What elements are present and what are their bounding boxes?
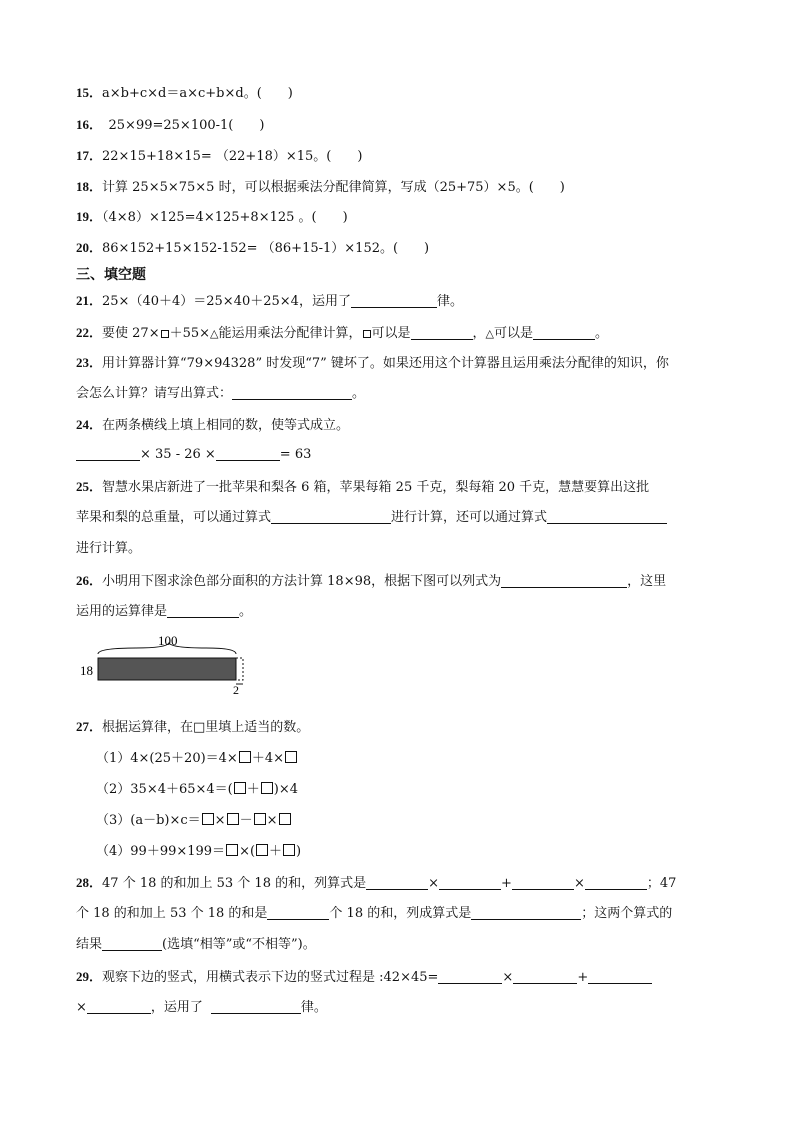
answer-blank[interactable] [438, 969, 502, 984]
answer-box[interactable] [254, 813, 266, 825]
q25-line1: 25．智慧水果店新进了一批苹果和梨各 6 箱，苹果每箱 25 千克，梨每箱 20 千克，慧慧要算出这批 [76, 479, 650, 495]
answer-box[interactable] [279, 813, 291, 825]
answer-blank[interactable] [366, 875, 428, 890]
answer-box[interactable] [283, 844, 295, 856]
q27-item2: （2）35×4＋65×4＝( ＋ )×4 [96, 782, 299, 797]
answer-blank[interactable] [512, 875, 574, 890]
q21: 21．25×（40＋4）＝25×40＋25×4，运用了 律。 [76, 293, 463, 309]
fig-label-100: 100 [158, 633, 178, 648]
q23-line1: 23．用计算器计算“79×94328” 时发现“7” 键坏了。如果还用这个计算器且运用乘法分配律的知识，你 [76, 355, 669, 371]
answer-blank[interactable] [533, 325, 595, 340]
q23-line2: 会怎么计算？请写出算式： 。 [76, 386, 366, 401]
answer-blank[interactable] [271, 509, 391, 524]
q26-line2: 运用的运算律是 。 [76, 604, 253, 619]
q22: 22．要使 27× ＋55×△能运用乘法分配律计算， 可以是 ，△可以是 。 [76, 325, 609, 341]
q25-line2: 苹果和梨的总重量，可以通过算式 进行计算，还可以通过算式 [76, 509, 667, 527]
q27: 27．根据运算律，在□里填上适当的数。 [76, 719, 310, 735]
q15: 15．a×b+c×d＝a×c+b×d。( ) [76, 85, 293, 101]
answer-blank[interactable] [211, 999, 301, 1014]
answer-blank[interactable] [513, 969, 577, 984]
answer-box[interactable] [261, 782, 273, 794]
q17: 17．22×15+18×15= （22+18）×15。( ) [76, 148, 363, 164]
answer-blank[interactable] [87, 999, 151, 1014]
answer-box[interactable] [202, 813, 214, 825]
q25-line3: 进行计算。 [76, 541, 142, 556]
q27-item3: （3）(a－b)×c＝ × － × [96, 812, 292, 830]
shaded-area [98, 658, 236, 680]
answer-blank[interactable] [501, 573, 627, 588]
brace [98, 643, 236, 654]
q16: 16． 25×99=25×100-1( ) [76, 117, 265, 133]
q28-line1: 28．47 个 18 的和加上 53 个 18 的和，列算式是 × + × ；47 [76, 875, 677, 891]
triangle-symbol: △ [210, 327, 219, 340]
fig-label-18: 18 [80, 663, 93, 678]
q26-line1: 26．小明用下图求涂色部分面积的方法计算 18×98，根据下图可以列式为 ，这里 [76, 573, 667, 589]
answer-blank[interactable] [167, 603, 239, 618]
answer-box[interactable] [239, 751, 251, 763]
answer-box[interactable] [285, 751, 297, 763]
q29-line2: × ，运用了 律。 [76, 1000, 327, 1015]
answer-blank[interactable] [471, 905, 581, 920]
answer-blank[interactable] [547, 509, 667, 524]
q27-item1: （1）4×(25＋20)＝4× ＋4× [96, 750, 298, 768]
q28-line2: 个 18 的和加上 53 个 18 的和是 个 18 的和，列成算式是 ；这两个算式的 [76, 906, 673, 921]
q24-line2: × 35 - 26 × = 63 [76, 446, 311, 464]
answer-blank[interactable] [351, 293, 437, 308]
answer-blank[interactable] [439, 875, 501, 890]
answer-blank[interactable] [232, 385, 352, 400]
shaded-rectangle-figure [76, 632, 266, 694]
answer-blank[interactable] [588, 969, 652, 984]
q29-line1: 29．观察下边的竖式，用横式表示下边的竖式过程是 :42×45= × + [76, 968, 652, 987]
answer-blank[interactable] [102, 936, 162, 951]
q18: 18．计算 25×5×75×5 时，可以根据乘法分配律简算，写成（25+75）×5。( ) [76, 179, 565, 195]
answer-blank[interactable] [267, 905, 329, 920]
q24-line1: 24．在两条横线上填上相同的数，使等式成立。 [76, 417, 350, 433]
section-heading: 三、填空题 [76, 267, 146, 283]
answer-blank[interactable] [411, 325, 473, 340]
q20: 20．86×152+15×152-152= （86+15-1）×152。( ) [76, 240, 430, 256]
q19: 19．（4×8）×125=4×125+8×125 。( ) [76, 209, 348, 225]
answer-blank[interactable] [585, 875, 647, 890]
triangle-symbol: △ [485, 327, 495, 340]
dashed-strip [236, 658, 243, 680]
fig-label-2: 2 [233, 683, 239, 694]
answer-blank[interactable] [76, 446, 140, 461]
q28-line3: 结果 (选填“相等”或“不相等”)。 [76, 937, 316, 952]
answer-blank[interactable] [216, 446, 280, 461]
q27-item4: （4）99＋99×199＝ ×( ＋ ) [96, 844, 302, 859]
answer-box[interactable] [227, 813, 239, 825]
answer-box[interactable] [226, 844, 238, 856]
square-symbol [363, 330, 371, 338]
square-symbol [161, 330, 169, 338]
answer-box[interactable] [234, 782, 246, 794]
answer-box[interactable] [256, 844, 268, 856]
